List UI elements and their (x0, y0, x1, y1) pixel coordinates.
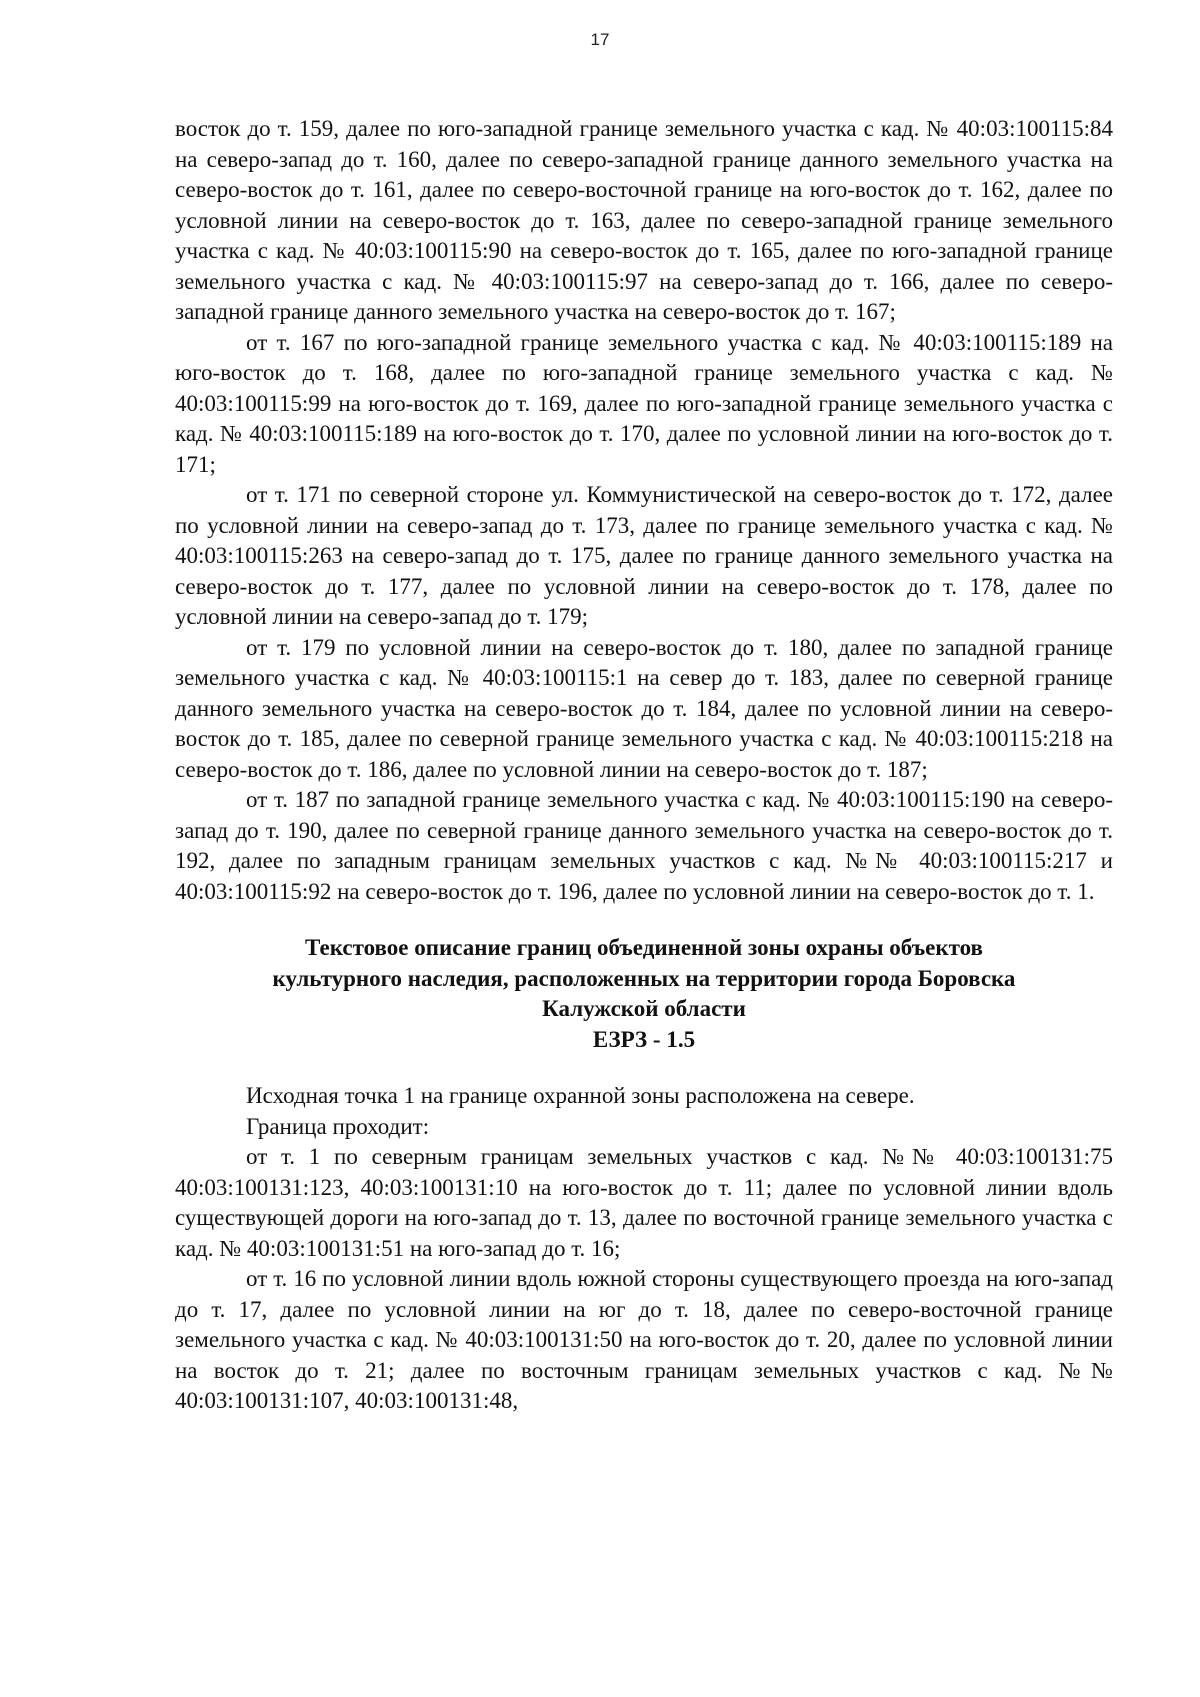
paragraph-starting-point: Исходная точка 1 на границе охранной зоны расположена на севере. (246, 1083, 915, 1108)
heading-zone-code: ЕЗРЗ - 1.5 (592, 1026, 696, 1052)
paragraph-point-16: от т. 16 по условной линии вдоль южной стороны существующего проезда на юго-запад до т. 17, далее по условной линии на юг до т. 18, далее по северо-восточной границе земельного участка с кад. № 40:03:100131:50 на юго-восток до т. 20, далее по условной линии на восток до т. 21; далее по восточным границам земельных участков с кад. №№ 40:03:100131:107, 40:03:100131:48, (175, 1266, 1113, 1413)
paragraph-point-179: от т. 179 по условной линии на северо-восток до т. 180, далее по западной границе земельного участка с кад. № 40:03:100115:1 на север до т. 183, далее по северной границе данного земельного участка на северо-восток до т. 184, далее по условной линии на северо-восток до т. 185, далее по северной границе земельного участка с кад. № 40:03:100115:218 на северо-восток до т. 186, далее по условной линии на северо-восток до т. 187; (175, 634, 1113, 782)
heading-line-1: Текстовое описание границ объединенной зоны охраны объектов (305, 935, 983, 960)
paragraph-point-1: от т. 1 по северным границам земельных участков с кад. №№ 40:03:100131:75 40:03:100131:123, 40:03:100131:10 на юго-восток до т. 11; далее по условной линии вдоль существующей дороги на юго-запад до т. 13, далее по восточной границе земельного участка с кад. № 40:03:100131:51 на юго-запад до т. 16; (175, 1144, 1113, 1261)
page-number: 17 (590, 30, 610, 49)
document-body (175, 114, 1113, 1417)
paragraph-boundary-label: Граница проходит: (246, 1113, 430, 1139)
heading-line-3: Калужской области (542, 996, 746, 1021)
paragraph-point-167: от т. 167 по юго-западной границе земельного участка с кад. № 40:03:100115:189 на юго-восток до т. 168, далее по юго-западной границе земельного участка с кад. № 40:03:100115:99 на юго-восток до т. 169, далее по юго-западной границе земельного участка с кад. № 40:03:100115:189 на юго-восток до т. 170, далее по условной линии на юго-восток до т. 171; (175, 329, 1113, 477)
paragraph-point-171: от т. 171 по северной стороне ул. Коммунистической на северо-восток до т. 172, далее по условной линии на северо-запад до т. 173, далее по границе земельного участка с кад. № 40:03:100115:263 на северо-запад до т. 175, далее по границе данного земельного участка на северо-восток до т. 177, далее по условной линии на северо-восток до т. 178, далее по условной линии на северо-запад до т. 179; (175, 482, 1113, 629)
paragraph-point-187: от т. 187 по западной границе земельного участка с кад. № 40:03:100115:190 на северо-запад до т. 190, далее по северной границе данного земельного участка на северо-восток до т. 192, далее по западным границам земельных участков с кад. №№ 40:03:100115:217 и 40:03:100115:92 на северо-восток до т. 196, далее по условной линии на северо-восток до т. 1. (175, 787, 1113, 904)
section-heading (175, 933, 1113, 1055)
paragraph-continuation: восток до т. 159, далее по юго-западной границе земельного участка с кад. № 40:03:100115:84 на северо-запад до т. 160, далее по северо-западной границе данного земельного участка на северо-восток до т. 161, далее по северо-восточной границе на юго-восток до т. 162, далее по условной линии на северо-восток до т. 163, далее по северо-западной границе земельного участка с кад. № 40:03:100115:90 на северо-восток до т. 165, далее по юго-западной границе земельного участка с кад. № 40:03:100115:97 на северо-запад до т. 166, далее по северо-западной границе данного земельного участка на северо-восток до т. 167; (175, 116, 1113, 324)
heading-line-2: культурного наследия, расположенных на территории города Боровска (272, 965, 1016, 991)
